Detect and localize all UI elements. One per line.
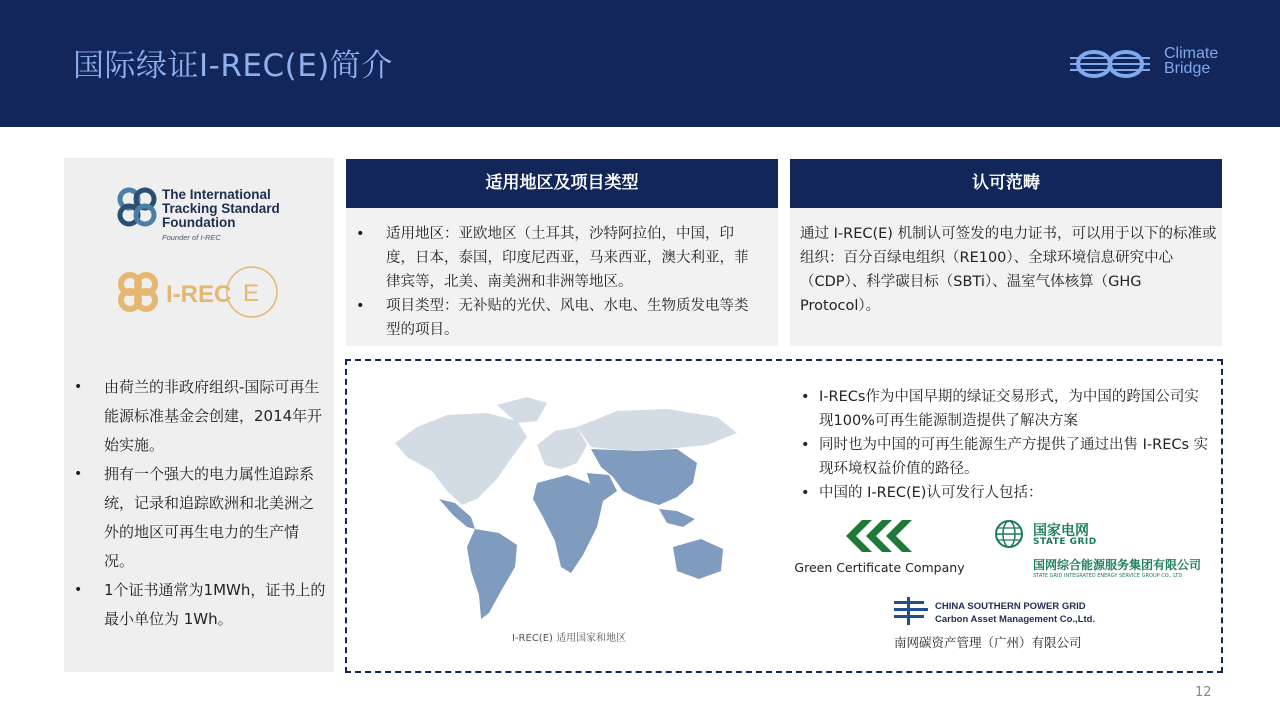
regions-body bbox=[346, 208, 778, 346]
itsf-line1: The International bbox=[162, 187, 271, 202]
china-bullet-list bbox=[795, 385, 1210, 505]
csg-name-en: CHINA SOUTHERN POWER GRID bbox=[935, 601, 1086, 612]
csg-name-cn: 南网碳资产管理（广州）有限公司 bbox=[894, 635, 1082, 650]
left-bullet-list bbox=[72, 373, 328, 634]
itsf-tagline: Founder of I-REC bbox=[162, 233, 221, 242]
climate-bridge-wordmark bbox=[1164, 46, 1218, 76]
list-item: • 中国的 I-REC(E)认可发行人包括： bbox=[795, 481, 1210, 505]
climate-bridge-logo bbox=[1070, 42, 1230, 86]
gcc-label: Green Certificate Company bbox=[794, 560, 965, 575]
itsf-line2: Tracking Standard bbox=[162, 201, 280, 216]
map-central-america bbox=[439, 499, 475, 529]
list-item: • 由荷兰的非政府组织-国际可再生能源标准基金会创建，2014年开始实施。 bbox=[72, 373, 328, 460]
map-africa bbox=[533, 475, 603, 573]
gcc-logo bbox=[792, 516, 967, 578]
map-caption: I-REC(E) 适用国家和地区 bbox=[512, 633, 627, 644]
scope-body bbox=[790, 208, 1222, 346]
scope-text: 通过 I-REC(E) 机制认可签发的电力证书，可以用于以下的标准或组织：百分百绿电组织（RE100）、全球环境信息研究中心（CDP）、科学碳目标（SBTi）、温室气体核算（GHG Protocol）。 bbox=[800, 226, 1217, 314]
header-bar bbox=[0, 0, 1280, 127]
list-item: • 项目类型：无补贴的光伏、风电、水电、生物质发电等类型的项目。 bbox=[356, 294, 761, 342]
china-issuers-box bbox=[345, 359, 1223, 673]
climate-bridge-icon bbox=[1070, 42, 1160, 86]
svg-text:I-REC: I-REC bbox=[166, 281, 232, 308]
csg-emblem-icon bbox=[894, 597, 932, 627]
map-southeast-asia bbox=[659, 509, 695, 527]
list-item: • 拥有一个强大的电力属性追踪系统，记录和追踪欧洲和北美洲之外的地区可再生电力的生产情况。 bbox=[72, 460, 328, 576]
csg-subtitle-en: Carbon Asset Management Co.,Ltd. bbox=[935, 614, 1096, 625]
logo-line2: Bridge bbox=[1164, 60, 1211, 77]
map-europe bbox=[537, 427, 587, 469]
map-south-america bbox=[467, 529, 517, 619]
page-number: 12 bbox=[1195, 685, 1212, 700]
state-grid-cn: 国家电网 bbox=[1033, 523, 1089, 539]
gcc-chevrons-icon bbox=[792, 516, 967, 558]
map-north-america bbox=[395, 413, 527, 505]
map-north-asia bbox=[577, 409, 737, 451]
csg-logo bbox=[892, 597, 1102, 657]
list-item: • 适用地区：亚欧地区（土耳其，沙特阿拉伯，中国，印度，日本，泰国，印度尼西亚，马来西亚，澳大利亚，菲律宾等，北美、南美洲和非洲等地区。 bbox=[356, 222, 761, 294]
world-map bbox=[377, 387, 747, 627]
itsf-knot-icon bbox=[114, 184, 160, 230]
state-grid-logo bbox=[993, 516, 1203, 586]
svg-text:E: E bbox=[243, 280, 260, 307]
itsf-logo bbox=[114, 184, 314, 244]
state-grid-subsidiary: 国网综合能源服务集团有限公司 bbox=[1033, 558, 1202, 572]
irec-logo bbox=[114, 264, 284, 324]
state-grid-globe-icon bbox=[993, 518, 1025, 550]
list-item: • 同时也为中国的可再生能源生产方提供了通过出售 I-RECs 实现环境权益价值的路径。 bbox=[795, 433, 1210, 481]
itsf-name bbox=[162, 188, 280, 230]
scope-heading: 认可范畴 bbox=[790, 159, 1222, 208]
state-grid-subsidiary-en: STATE GRID INTEGRATED ENERGY SERVICE GROUP CO., LTD bbox=[1033, 573, 1183, 579]
list-item: • I-RECs作为中国早期的绿证交易形式，为中国的跨国公司实现100%可再生能源制造提供了解决方案 bbox=[795, 385, 1210, 433]
itsf-line3: Foundation bbox=[162, 215, 236, 230]
map-australia bbox=[673, 539, 723, 579]
page-title: 国际绿证I-REC(E)简介 bbox=[73, 48, 393, 84]
list-item: • 1个证书通常为1MWh，证书上的最小单位为 1Wh。 bbox=[72, 576, 328, 634]
regions-heading: 适用地区及项目类型 bbox=[346, 159, 778, 208]
regions-bullet-list bbox=[356, 222, 761, 342]
logo-line1: Climate bbox=[1164, 45, 1219, 62]
left-panel bbox=[64, 158, 334, 672]
irec-e-icon bbox=[114, 264, 284, 324]
state-grid-en: STATE GRID bbox=[1033, 537, 1097, 547]
